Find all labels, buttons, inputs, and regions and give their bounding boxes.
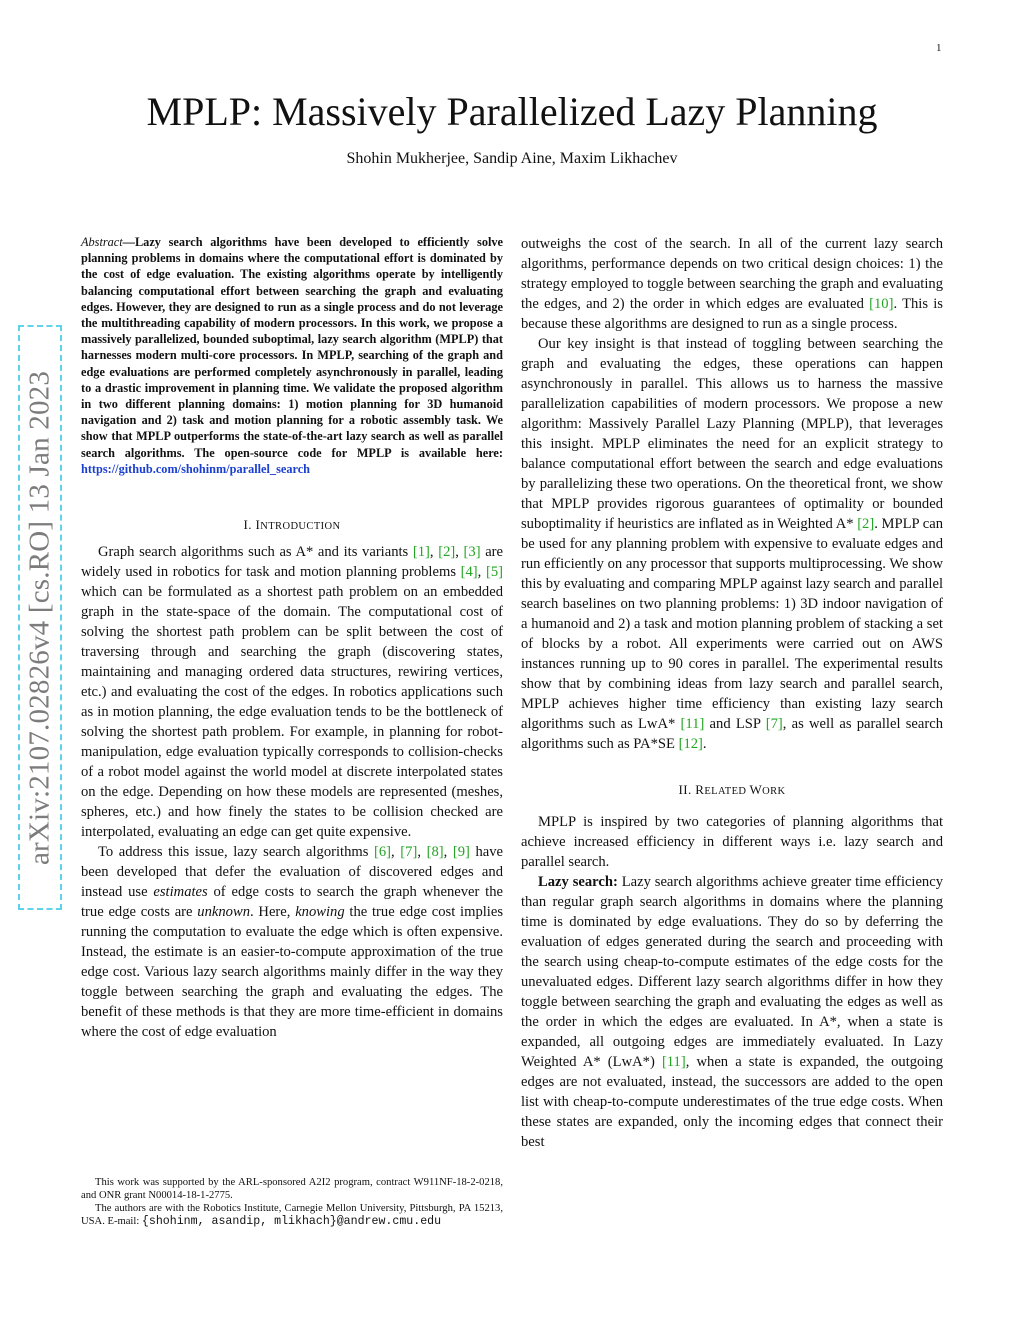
citation-link[interactable]: [7] xyxy=(765,716,783,732)
text: , xyxy=(429,544,439,561)
text: , xyxy=(477,564,486,581)
right-column xyxy=(521,234,943,1152)
related-paragraph-lazy-search xyxy=(521,872,943,1152)
abstract-label: Abstract xyxy=(81,235,123,249)
text: Graph search algorithms such as A* and its variants xyxy=(98,544,413,561)
text: . xyxy=(702,736,707,752)
citation-link[interactable]: [5] xyxy=(485,564,503,581)
page-number: 1 xyxy=(936,42,942,54)
section-heading-introduction xyxy=(81,517,503,533)
abstract-body: Lazy search algorithms have been developed to efficiently solve planning problems in domains where the computational effort is dominated by the cost of edge evaluation. The existing algorithms operate by intelligently balancing computational effort between searching the graph and evaluating edges. However, they are designed to run as a single process and do not leverage the multithreading capability of modern processors. In this work, we propose a massively parallelized, bounded suboptimal, lazy search algorithm (MPLP) that harnesses modern multi-core processors. In MPLP, searching of the graph and edge evaluations are performed completely asynchronously in parallel, leading to a drastic improvement in planning time. We validate the proposed algorithm in two different planning domains: 1) motion planning for 3D humanoid navigation and 2) task and motion planning for a robotic assembly task. We show that MPLP outperforms the state-of-the-art lazy search as well as parallel search algorithms. The open-source code for MPLP is available here: xyxy=(81,235,503,460)
intro-paragraph-3 xyxy=(521,334,943,754)
abstract-dash: — xyxy=(122,235,135,249)
text: , when a state is expanded, the outgoing edges are not evaluated, instead, the successors are added to the open list with cheap-to-compute underestimates of the true edge costs. When these states are expanded, only the incoming edges that connect their best xyxy=(521,1054,943,1150)
text: of edge costs to search the graph whenever the true edge costs are xyxy=(81,884,503,921)
text: Lazy search algorithms achieve greater time efficiency than regular graph search algorithms in domains where the planning time is dominated by edge evaluations. They do so by deferring the evaluation of edges generated during the search and proceeding with the search using cheap-to-compute estimates of the edge costs for the unevaluated edges. Different lazy search algorithms differ in how they toggle between searching the graph and evaluating the edges as well as the order in which the edges are evaluated. In A*, when a state is expanded, all outgoing edges are immediately evaluated. In Lazy Weighted A* (LwA*) xyxy=(521,874,944,1070)
text: , xyxy=(455,544,464,561)
citation-link[interactable]: [2] xyxy=(857,516,875,532)
citation-link[interactable]: [12] xyxy=(678,736,703,752)
github-link[interactable]: https://github.com/shohinm/parallel_search xyxy=(81,461,310,476)
heading-text: I xyxy=(255,517,261,533)
footnote-affiliation xyxy=(81,1202,503,1228)
section-numeral: II. xyxy=(678,782,696,797)
citation-link[interactable]: [7] xyxy=(400,844,418,861)
section-heading-related-work xyxy=(521,782,943,798)
heading-text: NTRODUCTION xyxy=(260,521,341,533)
text: . MPLP can be used for any planning problem with expensive to evaluate edges and run efficiently on any processor that supports multiprocessing. We show this by evaluating and comparing MPLP against lazy search and parallel search baselines on two planning problems: 1) 3D indoor navigation of a humanoid and 2) a task and motion planning problem of stacking a set of blocks by a robot. All experiments were carried out on AWS instances running up to 90 cores in parallel. The experimental results show that by combining ideas from lazy search and parallel search, MPLP achieves higher time efficiency than existing lazy search algorithms such as LwA* xyxy=(521,516,944,732)
text: , as well as parallel search algorithms such as PA*SE xyxy=(521,716,943,752)
section-numeral: I. xyxy=(243,517,256,533)
paper-title: MPLP: Massively Parallelized Lazy Planning xyxy=(146,89,878,134)
emphasis-text: knowing xyxy=(295,904,345,921)
text: are widely used in robotics for task and motion planning problems xyxy=(81,544,504,581)
heading-text: R xyxy=(695,782,705,797)
text: have been developed that defer the evaluation of discovered edges and instead use xyxy=(81,844,504,901)
paragraph-heading: Lazy search: xyxy=(538,874,618,890)
text: outweighs the cost of the search. In all of the current lazy search algorithms, performance depends on two critical design choices: 1) the strategy employed to toggle between searching the graph and evaluating the edges, and 2) the order in which edges are evaluated xyxy=(521,236,943,312)
text: To address this issue, lazy search algorithms xyxy=(98,844,375,861)
heading-text: ORK xyxy=(762,786,786,797)
citation-link[interactable]: [9] xyxy=(452,844,470,861)
intro-paragraph-1 xyxy=(81,542,503,842)
citation-link[interactable]: [11] xyxy=(680,716,705,732)
citation-link[interactable]: [10] xyxy=(869,296,894,312)
paper-authors: Shohin Mukherjee, Sandip Aine, Maxim Likhachev xyxy=(346,150,678,167)
text: . Here, xyxy=(250,904,296,921)
citation-link[interactable]: [4] xyxy=(460,564,478,581)
intro-paragraph-continued xyxy=(521,234,943,334)
text: . This is because these algorithms are designed to run as a single process. xyxy=(521,296,943,332)
text: , xyxy=(443,844,453,861)
related-paragraph-1: MPLP is inspired by two categories of planning algorithms that achieve increased efficiency in different ways i.e. lazy search and parallel search. xyxy=(521,814,943,870)
arxiv-stamp xyxy=(18,325,62,910)
left-column xyxy=(81,234,503,1042)
citation-link[interactable]: [3] xyxy=(463,544,481,561)
heading-text: W xyxy=(749,782,763,797)
text: The authors are with the Robotics Institute, Carnegie Mellon University, Pittsburgh, PA 15213, USA. E-mail: xyxy=(81,1203,503,1227)
emphasis-text: estimates xyxy=(153,884,208,901)
footnotes xyxy=(81,1176,503,1228)
footnote-funding: This work was supported by the ARL-sponsored A2I2 program, contract W911NF-18-2-0218, and ONR grant N00014-18-1-2775. xyxy=(81,1177,503,1201)
abstract xyxy=(81,234,503,477)
citation-link[interactable]: [11] xyxy=(661,1054,686,1070)
citation-link[interactable]: [8] xyxy=(426,844,444,861)
arxiv-identifier: arXiv:2107.02826v4 [cs.RO] 13 Jan 2023 xyxy=(23,370,56,865)
heading-text: ELATED xyxy=(704,786,750,797)
text: , xyxy=(391,844,401,861)
text: and LSP xyxy=(704,716,766,732)
emphasis-text: unknown xyxy=(197,904,250,921)
intro-paragraph-2 xyxy=(81,842,503,1042)
citation-link[interactable]: [1] xyxy=(412,544,430,561)
author-emails: {shohinm, asandip, mlikhach}@andrew.cmu.edu xyxy=(141,1215,442,1228)
citation-link[interactable]: [6] xyxy=(374,844,392,861)
text: , xyxy=(417,844,427,861)
text: Our key insight is that instead of toggling between searching the graph and evaluating the edges, these operations can happen asynchronously in parallel. This allows us to harness the massive parallelization capabilities of modern processors. We propose a new algorithm: Massively Parallel Lazy Planning (MPLP), that leverages this insight. MPLP eliminates the need for an explicit strategy to balance computational effort between the search and edge evaluations by parallelizing these two operations. On the theoretical front, we show that MPLP provides rigorous guarantees of optimality or bounded suboptimality if heuristics are inflated as in Weighted A* xyxy=(521,336,943,532)
citation-link[interactable]: [2] xyxy=(438,544,456,561)
text: which can be formulated as a shortest path problem on an embedded graph in the state-space of the domain. The computational cost of solving the shortest path problem can be split between the cost of traversing through and searching the graph (discovering states, maintaining and managing ordered data structures, rewiring vertices, etc.) and evaluating the cost of the edges. In robotics applications such as in motion planning, the edge evaluation tends to be the bottleneck of solving the shortest path problem. For example, in planning for robot-manipulation, edge evaluation typically corresponds to collision-checks of a robot model against the world model at discrete interpolated states on the edge. Depending on how these models are represented (meshes, spheres, etc.) and how finely the states to be collision checked are interpolated, evaluating an edge can get quite expensive. xyxy=(81,584,503,841)
text: the true edge cost implies running the computation to evaluate the edge which is often expensive. Instead, the estimate is an easier-to-compute approximation of the true edge cost. Various lazy search algorithms mainly differ in the way they toggle between searching the graph and evaluating the edges. The benefit of these methods is that they are more time-efficient in domains where the cost of edge evaluation xyxy=(81,904,504,1041)
